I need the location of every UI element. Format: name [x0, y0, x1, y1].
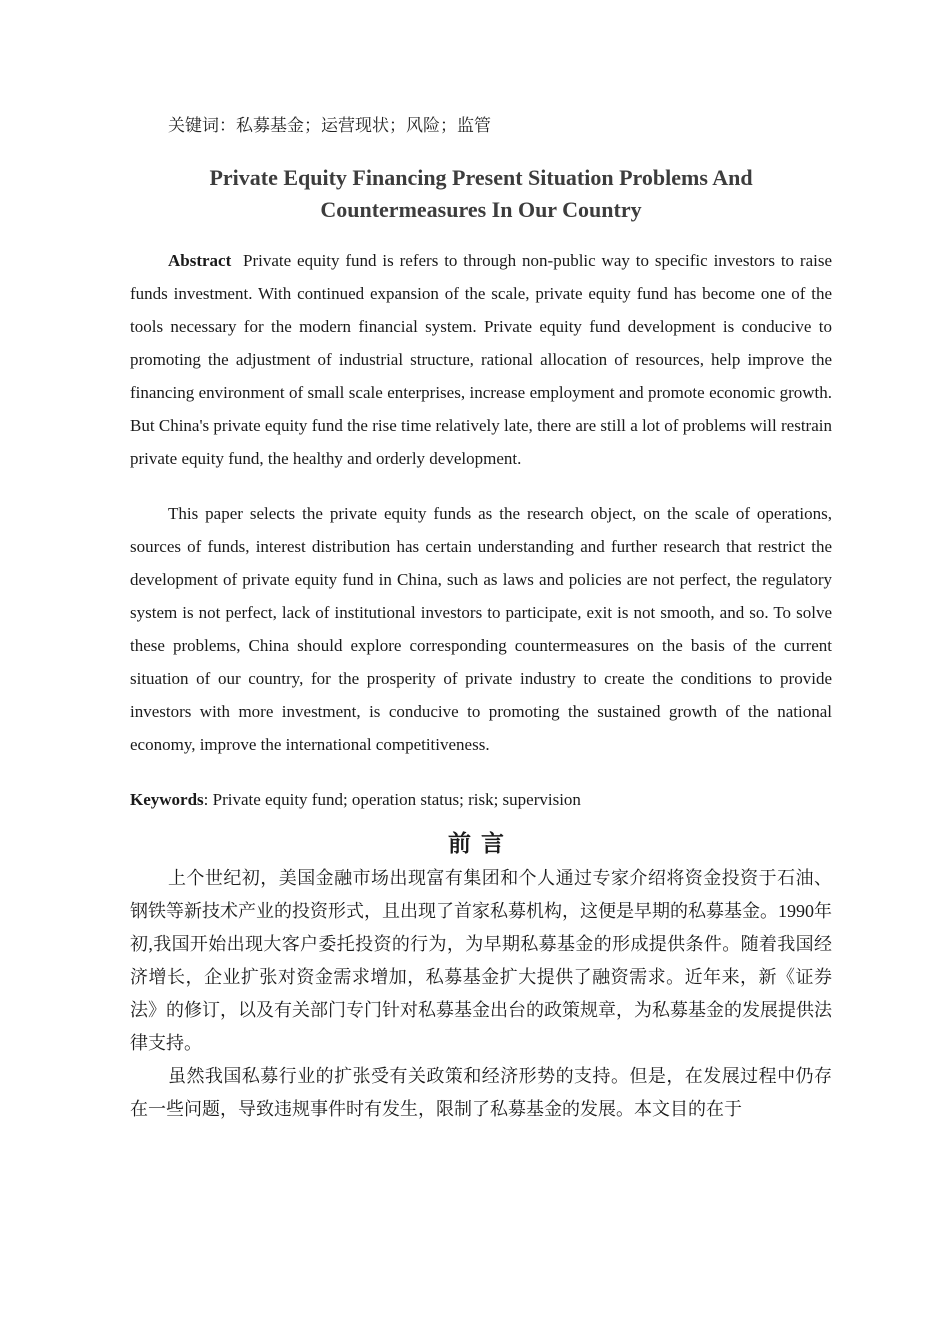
document-page: [130, 112, 832, 1126]
preface-paragraph-1: 上个世纪初，美国金融市场出现富有集团和个人通过专家介绍将资金投资于石油、钢铁等新技术产业的投资形式，且出现了首家私募机构，这便是早期的私募基金。1990年初,我国开始出现大客户委托投资的行为，为早期私募基金的形成提供条件。随着我国经济增长，企业扩张对资金需求增加，私募基金扩大提供了融资需求。近年来，新《证券法》的修订，以及有关部门专门针对私募基金出台的政策规章，为私募基金的发展提供法律支持。: [130, 868, 832, 1053]
keywords-text: Private equity fund; operation status; risk; supervision: [212, 790, 581, 809]
abstract-text-1: Private equity fund is refers to through non-public way to specific investors to raise funds investment. With continued expansion of the scale, private equity fund has become one of the tools necessary for the modern financial system. Private equity fund development is conducive to promoting the adjustment of industrial structure, rational allocation of resources, help improve the financing environment of small scale enterprises, increase employment and promote economic growth. But China's private equity fund the rise time relatively late, there are still a lot of problems will restrain private equity fund, the healthy and orderly development.: [130, 251, 833, 468]
keywords-separator: :: [203, 790, 213, 809]
keywords-label: Keywords: [130, 790, 204, 809]
english-title: Private Equity Financing Present Situation Problems And Countermeasures In Our Country: [209, 165, 753, 222]
preface-title: 前言: [448, 831, 514, 856]
preface-paragraph-2: 虽然我国私募行业的扩张受有关政策和经济形势的支持。但是，在发展过程中仍存在一些问题，导致违规事件时有发生，限制了私募基金的发展。本文目的在于: [130, 1066, 832, 1119]
abstract-label: Abstract: [168, 251, 232, 270]
chinese-keywords: 关键词：私募基金；运营现状；风险；监管: [168, 116, 491, 135]
english-keywords: [130, 783, 832, 816]
abstract-paragraph-1: [130, 244, 832, 475]
abstract-paragraph-2: This paper selects the private equity funds as the research object, on the scale of operations, sources of funds, interest distribution has certain understanding and further research that restrict the development of private equity fund in China, such as laws and policies are not perfect, the regulatory system is not perfect, lack of institutional investors to participate, exit is not smooth, and so. To solve these problems, China should explore corresponding countermeasures on the basis of the current situation of our country, for the prosperity of private industry to create the conditions to provide investors with more investment, is conducive to promoting the sustained growth of the national economy, improve the international competitiveness.: [130, 504, 832, 754]
